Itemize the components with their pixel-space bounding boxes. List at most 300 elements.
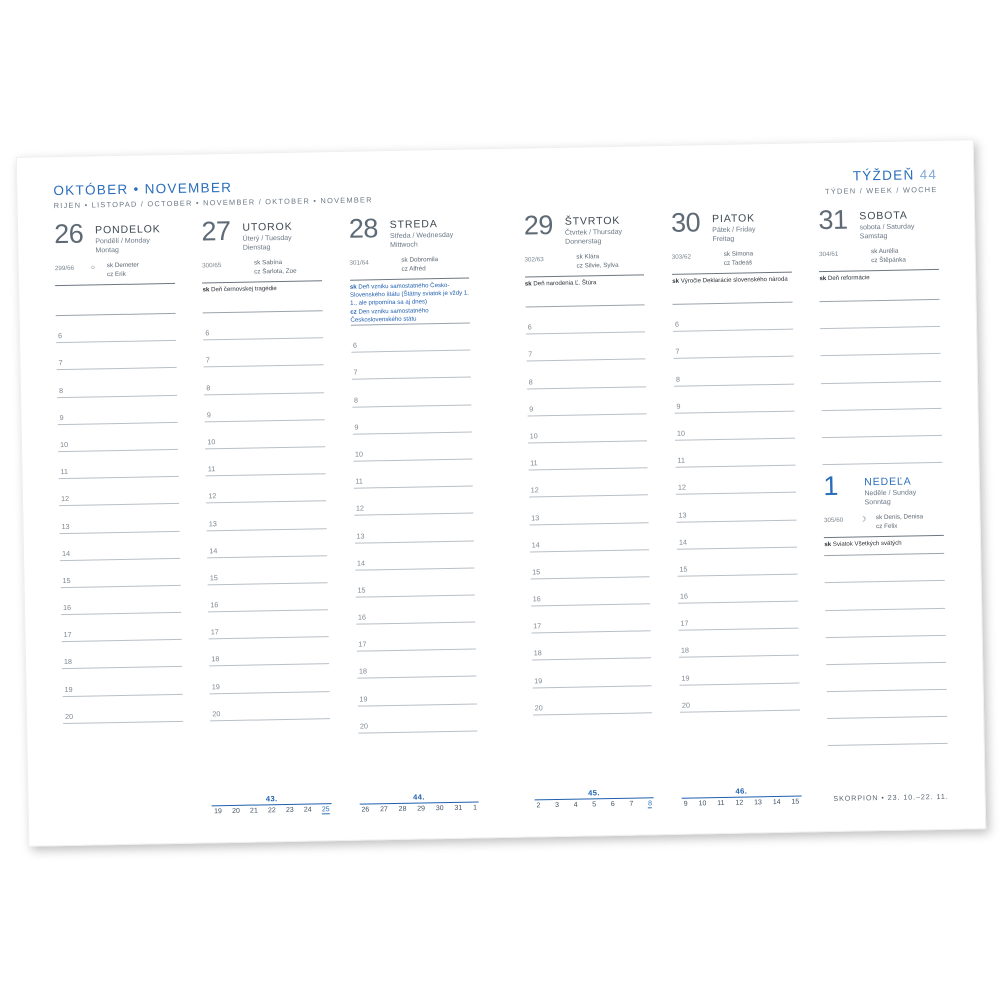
sunday-ordinal-ref: 305/60 [823, 516, 844, 525]
namedays [401, 256, 438, 274]
hour-row [58, 450, 178, 479]
hour-grid[interactable] [56, 314, 183, 724]
day-name-line3: Samstag [859, 232, 888, 241]
hour-row [678, 574, 798, 603]
hour-label: 16 [532, 594, 541, 604]
footer-days[interactable] [212, 804, 332, 816]
month-title: OKTÓBER • NOVEMBER [53, 179, 233, 199]
day-header [818, 204, 938, 243]
saturday-lines[interactable] [820, 300, 943, 465]
holiday-note [824, 539, 944, 549]
blank-row[interactable] [820, 327, 940, 356]
hour-label: 17 [680, 618, 689, 628]
hour-label: 8 [206, 382, 211, 392]
hour-row [209, 665, 329, 694]
hour-label: 14 [61, 548, 71, 558]
hour-label: 7 [528, 349, 533, 359]
footer-day[interactable]: 31 [454, 804, 463, 812]
hour-label: 16 [62, 602, 72, 613]
hour-row [677, 520, 797, 549]
footer-day[interactable]: 29 [417, 805, 426, 813]
note-text: Deň reformácie [827, 274, 870, 282]
nameday-cz: cz Šarlota, Zoe [254, 267, 297, 275]
hour-label: 18 [533, 648, 542, 658]
hour-label: 6 [352, 340, 358, 350]
day-name-line2: Pátek / Friday [712, 226, 756, 235]
hour-label: 10 [59, 439, 69, 450]
hour-row [57, 395, 177, 424]
hour-label: 11 [530, 458, 538, 468]
footer-day[interactable]: 6 [610, 800, 615, 809]
sunday-name-translations [864, 489, 916, 508]
hour-row [205, 447, 325, 476]
hour-row [205, 420, 325, 449]
hour-row [676, 493, 796, 522]
day-name-translations [95, 236, 150, 255]
day-name: PIATOK [711, 212, 756, 226]
hour-label: 20 [64, 711, 74, 721]
hour-label: 16 [679, 591, 689, 601]
day-ordinal-ref: 301/64 [349, 259, 369, 267]
hour-row [207, 556, 327, 585]
footer-day[interactable]: 21 [249, 807, 258, 815]
day-header [201, 215, 321, 254]
day-name-line2: Čtvrtek / Thursday [564, 228, 623, 237]
footer-week-number: 43. [265, 794, 278, 804]
footer-day[interactable]: 11 [717, 799, 725, 808]
hour-label: 17 [63, 630, 72, 640]
hour-label: 14 [531, 539, 540, 550]
note-tag: sk [824, 541, 832, 549]
hour-row [678, 602, 798, 631]
day-name: PONDELOK [95, 223, 161, 237]
holiday-note [672, 276, 792, 286]
namedays [576, 253, 618, 271]
hour-label: 18 [63, 657, 73, 667]
hour-label: 10 [676, 428, 686, 438]
hour-label: 8 [58, 385, 64, 395]
hour-row [208, 583, 328, 612]
note-tag: sk [524, 280, 532, 288]
hour-label: 10 [207, 437, 216, 447]
holiday-note [202, 284, 322, 294]
week-footer-44 [359, 791, 479, 813]
hour-row [530, 577, 650, 606]
hour-label: 16 [357, 612, 366, 622]
footer-days[interactable] [682, 797, 802, 808]
note-text: Den vzniku samostatného Československého státu [350, 306, 429, 324]
saint-row [55, 261, 175, 285]
footer-days[interactable] [359, 802, 479, 813]
hour-label: 16 [210, 600, 219, 610]
week-footer-43 [212, 793, 332, 816]
day-column-wednesday[interactable] [348, 213, 479, 814]
footer-day-current[interactable]: 25 [321, 806, 330, 814]
hour-label: 20 [359, 721, 368, 731]
hour-label: 18 [358, 666, 367, 677]
hour-label: 6 [527, 322, 532, 332]
day-name: STREDA [389, 218, 438, 231]
hour-label: 17 [533, 621, 542, 631]
namedays [254, 259, 297, 277]
footer-day[interactable]: 23 [285, 806, 294, 814]
blank-row[interactable] [822, 409, 942, 438]
footer-day[interactable]: 1 [473, 804, 478, 812]
saint-row [819, 247, 939, 271]
blank-row[interactable] [821, 354, 941, 383]
namedays [724, 250, 754, 268]
hour-row [352, 405, 472, 434]
hour-row [529, 496, 649, 525]
hour-row [679, 656, 799, 685]
day-column-friday[interactable] [670, 207, 801, 808]
hour-label: 17 [210, 627, 219, 637]
hour-grid[interactable] [351, 324, 478, 734]
hour-row [59, 477, 179, 506]
hour-label: 19 [64, 684, 73, 694]
hour-label: 13 [356, 531, 365, 541]
hour-row [203, 338, 323, 367]
nameday-cz: cz Alfréd [401, 264, 426, 273]
day-notes [350, 279, 470, 325]
footer-day[interactable]: 12 [735, 799, 744, 807]
footer-days[interactable] [534, 798, 654, 810]
saint-row [202, 258, 322, 282]
blank-row[interactable] [825, 554, 945, 583]
hour-label: 8 [528, 376, 533, 387]
day-notes [202, 281, 322, 312]
day-header [348, 213, 469, 252]
day-ordinal-ref: 304/61 [818, 250, 839, 259]
hour-row [356, 595, 476, 624]
hour-row [355, 541, 475, 570]
footer-day[interactable]: 27 [379, 806, 388, 814]
day-name-translations [390, 231, 454, 250]
holiday-note [350, 282, 470, 309]
day-ordinal-ref: 299/66 [54, 264, 75, 273]
day-number: 28 [348, 213, 379, 244]
nameday-sk: sk Simona [723, 250, 754, 258]
footer-day-current[interactable]: 8 [648, 800, 653, 808]
nameday-sk: sk Sabína [254, 258, 283, 267]
day-column-thursday[interactable] [524, 212, 654, 810]
hour-row [526, 360, 646, 389]
hour-label: 11 [355, 476, 363, 486]
footer-day[interactable]: 14 [772, 798, 781, 807]
hour-label: 12 [530, 485, 539, 495]
day-ordinal-ref: 302/63 [524, 256, 544, 264]
hour-label: 13 [61, 521, 70, 531]
footer-day[interactable]: 15 [791, 798, 800, 806]
hour-row [353, 459, 473, 488]
hour-label: 14 [209, 545, 218, 556]
hour-row [63, 695, 183, 724]
day-name: ŠTVRTOK [564, 214, 621, 228]
hour-row [352, 378, 472, 407]
week-subtitle: TÝDEN / WEEK / WOCHE [824, 184, 938, 197]
day-notes [819, 270, 939, 301]
hour-row [526, 333, 646, 362]
hour-label: 8 [675, 374, 681, 384]
hour-row [357, 677, 477, 706]
day-number: 26 [53, 218, 84, 250]
hour-label: 18 [680, 646, 690, 656]
hour-row [356, 623, 476, 652]
hour-row [56, 314, 176, 343]
day-column-weekend[interactable] [818, 204, 949, 805]
day-name: SOBOTA [859, 209, 908, 223]
footer-day[interactable]: 24 [303, 806, 312, 814]
footer-day[interactable]: 28 [398, 805, 407, 813]
day-header [670, 207, 791, 246]
hour-label: 19 [681, 673, 690, 683]
footer-day[interactable]: 26 [361, 806, 370, 814]
hour-label: 11 [207, 464, 216, 474]
hour-row [529, 523, 649, 552]
hour-label: 6 [674, 319, 680, 329]
hour-label: 13 [678, 510, 687, 520]
hour-row [62, 667, 182, 696]
hour-row [60, 531, 180, 560]
hour-label: 9 [206, 410, 211, 420]
note-tag: sk [672, 277, 680, 285]
nameday-sk: sk Denis, Denisa [875, 513, 924, 522]
nameday-cz: cz Štěpánka [871, 256, 906, 264]
footer-week-number: 46. [735, 786, 748, 796]
hour-row [61, 613, 181, 642]
hour-row [59, 504, 179, 533]
hour-label: 11 [677, 455, 686, 465]
hour-row [207, 529, 327, 558]
day-name-line3: Donnerstag [565, 238, 602, 246]
hour-row [60, 559, 180, 588]
nameday-cz: cz Felix [875, 522, 898, 530]
day-name-line3: Mittwoch [390, 241, 418, 249]
hour-label: 9 [676, 401, 681, 411]
hour-label: 12 [208, 491, 217, 501]
day-name-translations [565, 228, 622, 247]
hour-label: 20 [212, 708, 221, 719]
hour-label: 12 [677, 482, 687, 493]
day-name-translations [859, 222, 914, 241]
blank-row[interactable] [827, 690, 947, 719]
footer-day[interactable]: 3 [555, 801, 560, 810]
hour-label: 20 [681, 700, 691, 710]
hour-row [675, 439, 795, 468]
hour-label: 6 [205, 328, 210, 338]
hour-label: 19 [534, 675, 543, 686]
hour-label: 15 [209, 573, 218, 583]
saint-row [524, 252, 644, 276]
hour-row [354, 514, 474, 543]
hour-label: 7 [675, 347, 680, 357]
hour-label: 10 [529, 431, 538, 441]
hour-row [61, 586, 181, 615]
hour-row [209, 637, 329, 666]
nameday-cz: cz Tadeáš [723, 258, 753, 267]
blank-row[interactable] [826, 636, 946, 665]
day-ordinal-ref: 300/65 [202, 262, 222, 270]
footer-day[interactable]: 30 [435, 805, 444, 813]
footer-day[interactable]: 4 [573, 801, 578, 809]
planner-inner [53, 167, 949, 819]
footer-day[interactable]: 5 [592, 801, 597, 809]
note-text: Deň vzniku samostatného Česko-Slovenského štátu (Štátny sviatok je vždy 1. 1., ale pripomína sa aj dnes) [349, 281, 469, 308]
note-tag: sk [202, 286, 210, 294]
day-name-line2: Středa / Wednesday [389, 231, 454, 240]
hour-label: 12 [60, 494, 70, 504]
nameday-sk: sk Klára [576, 253, 600, 261]
day-name-translations [243, 234, 292, 253]
sunday-notes [824, 536, 944, 555]
hour-label: 11 [60, 467, 69, 477]
day-name-line3: Freitag [712, 235, 735, 244]
hour-row [206, 474, 326, 503]
day-notes [55, 284, 175, 315]
day-column-tuesday[interactable] [201, 215, 331, 816]
hour-row [676, 466, 796, 495]
day-name-line2: Pondělí / Monday [95, 237, 150, 246]
blank-row[interactable] [822, 436, 942, 465]
footer-day[interactable]: 22 [267, 807, 276, 815]
hour-row [57, 368, 177, 397]
nameday-sk: sk Aurélia [870, 247, 899, 256]
footer-day[interactable]: 2 [536, 802, 541, 810]
hour-label: 14 [678, 537, 688, 547]
week-footer-46 [681, 786, 801, 808]
footer-day[interactable]: 13 [754, 799, 762, 807]
blank-row[interactable] [826, 608, 946, 637]
saint-row [672, 250, 792, 274]
day-number: 27 [201, 215, 231, 247]
hour-label: 19 [211, 681, 220, 691]
hour-row [210, 692, 330, 721]
blank-row[interactable] [827, 663, 947, 692]
nameday-cz: cz Silvie, Sylva [576, 261, 619, 270]
nameday-cz: cz Erik [106, 270, 126, 278]
hour-row [204, 366, 324, 395]
sunday-lines[interactable] [825, 554, 948, 746]
hour-row [527, 387, 647, 416]
sunday-name-line3: Sonntag [864, 498, 891, 507]
moon-phase-icon: ☽ [859, 516, 867, 524]
hour-label: 15 [679, 564, 688, 574]
hour-label: 18 [211, 654, 220, 664]
hour-row [674, 384, 794, 413]
hour-label: 9 [529, 404, 534, 414]
blank-row[interactable] [828, 717, 948, 746]
footer-day[interactable]: 7 [629, 800, 634, 808]
footer-day[interactable]: 9 [683, 800, 688, 808]
zodiac-brand-label: SKORPION • 23. 10.–22. 11. [833, 791, 949, 803]
hour-label: 6 [57, 331, 63, 341]
header-left [53, 177, 373, 210]
hour-label: 10 [354, 449, 364, 459]
hour-row [56, 341, 176, 370]
hour-label: 20 [534, 703, 543, 713]
sunday-header [823, 470, 943, 509]
hour-row [204, 393, 324, 422]
hour-row [355, 568, 475, 597]
blank-row[interactable] [825, 581, 945, 610]
hour-row [528, 468, 648, 497]
footer-day[interactable]: 10 [698, 800, 707, 808]
week-footer-45 [534, 787, 654, 810]
hour-row [532, 686, 652, 715]
hour-row [206, 502, 326, 531]
hour-grid[interactable] [525, 305, 652, 715]
nameday-sk: sk Dobromila [401, 256, 439, 264]
day-columns [53, 204, 949, 819]
hour-label: 15 [357, 585, 366, 595]
note-text: Sviatok Všetkých svätých [832, 539, 902, 549]
footer-day[interactable]: 20 [232, 807, 240, 815]
hour-row [677, 547, 797, 576]
hour-label: 7 [353, 368, 358, 378]
holiday-note [819, 273, 939, 283]
hour-label: 12 [355, 503, 364, 513]
day-header [53, 218, 174, 257]
saint-row [349, 256, 469, 280]
day-name-line2: sobota / Saturday [859, 223, 915, 232]
note-text: Deň černovskej tragédie [210, 285, 277, 294]
hour-row [203, 311, 323, 340]
footer-week-number: 45. [588, 788, 600, 798]
hour-row [673, 303, 793, 332]
day-notes [672, 273, 792, 304]
day-name-line2: Úterý / Tuesday [242, 234, 292, 243]
hour-row [531, 604, 651, 633]
namedays [876, 513, 924, 531]
hour-label: 7 [205, 355, 210, 365]
day-name-line3: Dienstag [242, 244, 271, 252]
hour-row [525, 305, 645, 334]
note-tag: cz [350, 308, 357, 316]
note-text: Deň narodenia Ľ. Štúra [533, 279, 597, 288]
hour-label: 14 [356, 558, 365, 568]
day-number: 30 [670, 207, 701, 238]
hour-label: 17 [358, 639, 367, 649]
hour-row [358, 704, 478, 733]
hour-row [674, 357, 794, 386]
week-number: 44 [919, 166, 938, 183]
hour-label: 7 [58, 358, 63, 368]
note-tag: sk [349, 283, 357, 291]
hour-grid[interactable] [203, 311, 330, 721]
month-subtitle: RIJEN • LISTOPAD / OCTOBER • NOVEMBER / OKTOBER • NOVEMBER [53, 195, 373, 211]
hour-label: 13 [531, 512, 540, 522]
day-column-monday[interactable] [53, 218, 184, 819]
day-header [524, 212, 644, 248]
footer-day[interactable]: 19 [214, 808, 222, 816]
hour-grid[interactable] [673, 303, 800, 713]
nameday-sk: sk Demeter [106, 261, 140, 270]
hour-label: 15 [62, 575, 71, 585]
day-notes [525, 275, 645, 306]
blank-row[interactable] [821, 381, 941, 410]
hour-label: 15 [532, 567, 541, 577]
sunday-name: NEDEĽA [864, 475, 912, 489]
week-title-label: TÝŽDEŇ [852, 167, 915, 184]
hour-row [530, 550, 650, 579]
blank-row[interactable] [820, 300, 940, 329]
day-ordinal-ref: 303/62 [671, 253, 692, 261]
day-number: 31 [818, 204, 848, 236]
hour-label: 13 [208, 518, 217, 528]
hour-row [357, 650, 477, 679]
hour-row [675, 411, 795, 440]
sunday-name-line2: Neděle / Sunday [864, 489, 917, 498]
